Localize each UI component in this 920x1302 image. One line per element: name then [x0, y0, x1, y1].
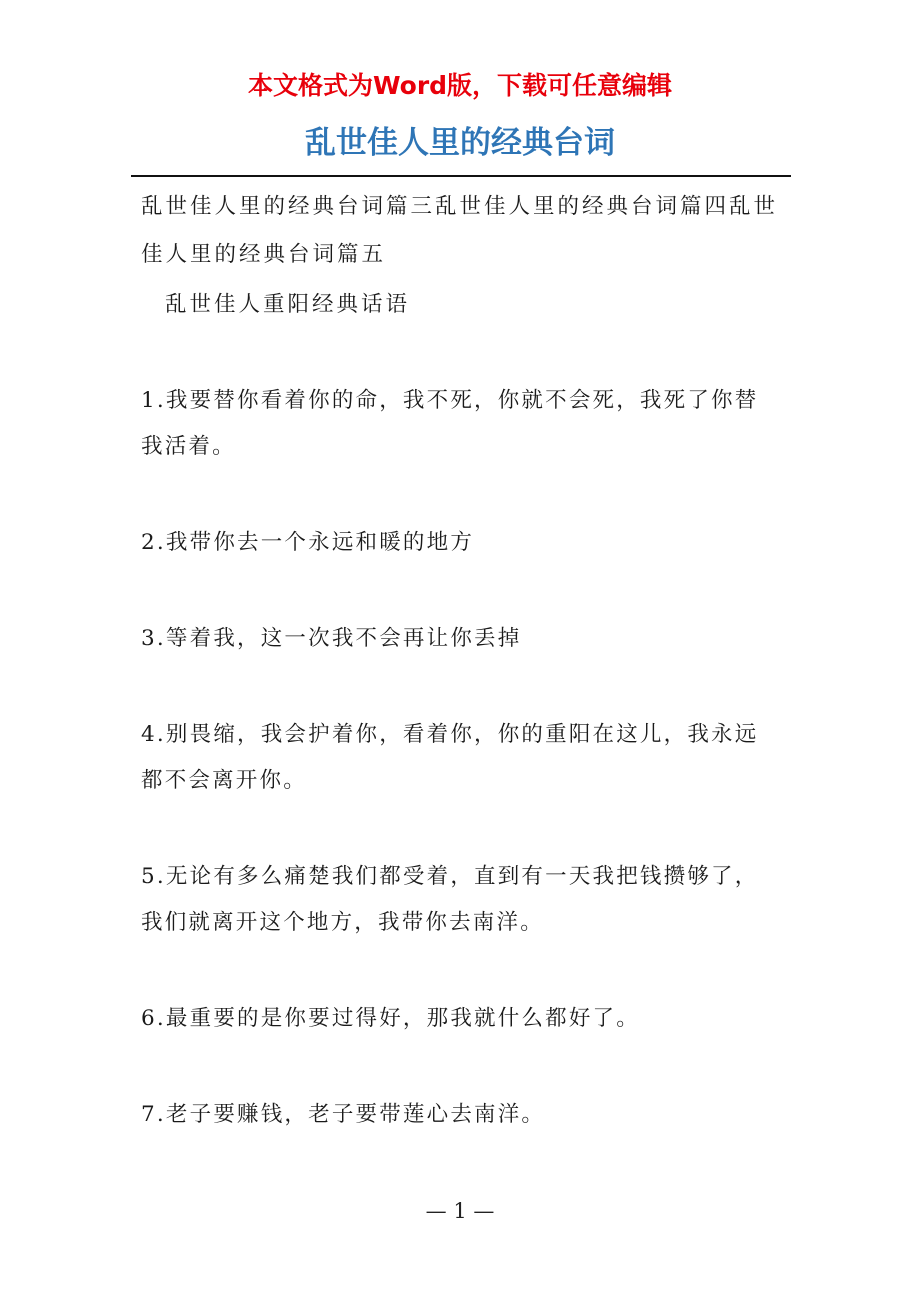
intro-paragraph: 乱世佳人里的经典台词篇三乱世佳人里的经典台词篇四乱世佳人里的经典台词篇五 — [141, 194, 779, 267]
quote-item: 3.等着我，这一次我不会再让你丢掉 — [141, 626, 522, 651]
page-number: — 1 — — [425, 1199, 495, 1223]
quote-item: 1.我要替你看着你的命，我不死，你就不会死，我死了你替我活着。 — [141, 388, 759, 459]
quote-item: 5.无论有多么痛楚我们都受着，直到有一天我把钱攒够了，我们就离开这个地方，我带你去南洋。 — [141, 864, 759, 935]
download-banner: 本文格式为Word版，下载可任意编辑 — [247, 71, 673, 100]
document-body — [141, 183, 781, 1138]
section-subheading: 乱世佳人重阳经典话语 — [165, 292, 411, 317]
quote-list — [141, 378, 781, 1138]
quote-item: 7.老子要赚钱，老子要带莲心去南洋。 — [141, 1102, 546, 1127]
title-divider — [131, 175, 791, 177]
quote-item: 2.我带你去一个永远和暖的地方 — [141, 530, 475, 555]
quote-item: 4.别畏缩，我会护着你，看着你，你的重阳在这儿，我永远都不会离开你。 — [141, 722, 759, 793]
quote-item: 6.最重要的是你要过得好，那我就什么都好了。 — [141, 1006, 640, 1031]
document-title: 乱世佳人里的经典台词 — [305, 125, 615, 161]
